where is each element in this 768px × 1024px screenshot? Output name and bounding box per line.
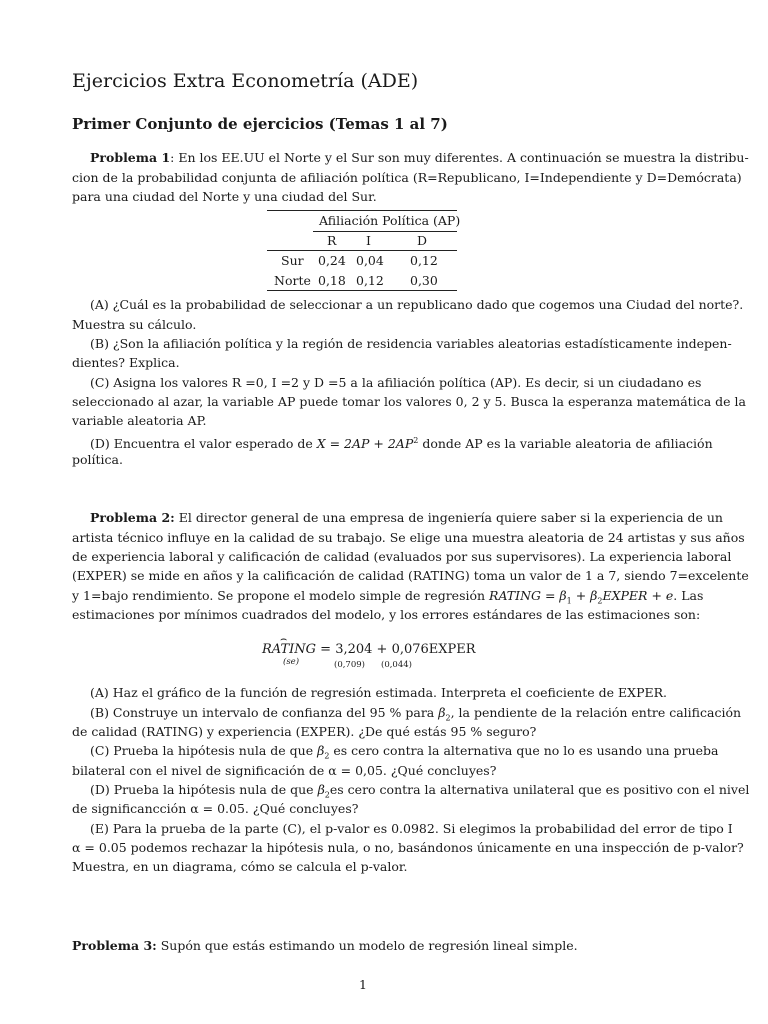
p2-model-line: y 1=bajo rendimiento. Se propone el modelo simple de regresión RATING = $\beta_1$ + $\beta_2EXPER + e$. Las	[72, 588, 704, 606]
p2-intro-line: (EXPER) se mide en años y la calificación de calidad (RATING) toma un valor de 1 a 7, siendo 7=excelente	[72, 568, 749, 583]
section-heading: Primer Conjunto de ejercicios (Temas 1 al 7)	[72, 115, 448, 133]
equation-se-1: (0,709)	[334, 660, 365, 670]
regression-equation	[262, 632, 476, 657]
p2-q-line: (E) Para la prueba de la parte (C), el p-valor es 0.0982. Si elegimos la probabilidad del error de tipo I	[90, 821, 733, 836]
table-col-i: I	[366, 233, 371, 248]
equation-se-2: (0,044)	[381, 660, 412, 670]
table-group-header: Afiliación Política (AP)	[319, 213, 461, 228]
p2-q-line: (A) Haz el gráfico de la función de regresión estimada. Interpreta el coeficiente de EXPER.	[90, 685, 667, 700]
table-header-rule	[267, 250, 457, 251]
equation-rhs: = 3,204 + 0,076EXPER	[320, 642, 476, 657]
p1-q-line: dientes? Explica.	[72, 355, 180, 370]
table-row-label: Norte	[274, 273, 311, 288]
table-cell: 0,04	[356, 253, 384, 268]
p2-intro-line: estimaciones por mínimos cuadrados del modelo, y los errores estándares de las estimaciones son:	[72, 607, 701, 622]
p1-q-line: variable aleatoria AP.	[72, 413, 207, 428]
p2-label: Problema 2:	[90, 510, 175, 525]
p1-qd-line: (D) Encuentra el valor esperado de $X = 2AP + 2AP^2$ donde AP es la variable aleatoria de afiliación	[90, 436, 713, 452]
table-col-r: R	[327, 233, 337, 248]
p2-q-line: bilateral con el nivel de significación de α = 0,05. ¿Qué concluyes?	[72, 763, 497, 778]
p2-intro-line: Problema 2: El director general de una empresa de ingeniería quiere saber si la experiencia de un	[90, 510, 723, 525]
p1-q-line: Muestra su cálculo.	[72, 317, 197, 332]
p2-q-line: (B) Construye un intervalo de confianza del 95 % para $\beta_2$, la pendiente de la relación entre calificación	[90, 705, 742, 723]
table-top-rule	[267, 210, 457, 211]
p3-line: Problema 3: Supón que estás estimando un modelo de regresión lineal simple.	[72, 938, 578, 953]
equation-lhs: RATING ⌢	[262, 632, 317, 657]
p2-intro-line: de experiencia laboral y calificación de calidad (evaluados por sus supervisores). La experiencia laboral	[72, 549, 732, 564]
p2-q-line: α = 0.05 podemos rechazar la hipótesis nula, o no, basándonos únicamente en una inspección de p-valor?	[72, 840, 744, 855]
equation-se-label: (se)	[283, 657, 300, 667]
p2-q-line: Muestra, en un diagrama, cómo se calcula el p-valor.	[72, 859, 408, 874]
p1-intro-line-1: Problema 1: En los EE.UU el Norte y el Sur son muy diferentes. A continuación se muestra la distribu-	[90, 150, 749, 165]
p1-intro-line-2: cion de la probabilidad conjunta de afiliación política (R=Republicano, I=Independiente y D=Demócrata)	[72, 170, 742, 185]
table-cell: 0,18	[318, 273, 346, 288]
p1-q-line: (C) Asigna los valores R =0, I =2 y D =5 a la afiliación política (AP). Es decir, si un ciudadano es	[90, 375, 702, 390]
table-bottom-rule	[267, 290, 457, 291]
p2-q-line: (C) Prueba la hipótesis nula de que $\beta_2$ es cero contra la alternativa que no lo es usando una prueba	[90, 743, 719, 761]
page-number: 1	[359, 977, 367, 992]
p1-q-line: (B) ¿Son la afiliación política y la región de residencia variables aleatorias estadísticamente indepen-	[90, 336, 732, 351]
p2-intro-line: artista técnico influye en la calidad de su trabajo. Se elige una muestra aleatoria de 24 artistas y sus años	[72, 530, 745, 545]
table-row-label: Sur	[281, 253, 304, 268]
p2-q-line: de calidad (RATING) y experiencia (EXPER). ¿De qué estás 95 % seguro?	[72, 724, 537, 739]
p2-q-line: de significancción α = 0.05. ¿Qué concluyes?	[72, 801, 359, 816]
p3-label: Problema 3:	[72, 938, 157, 953]
table-mid-rule	[313, 231, 457, 232]
p1-label: Problema 1	[90, 150, 171, 165]
table-cell: 0,12	[356, 273, 384, 288]
page-title: Ejercicios Extra Econometría (ADE)	[72, 70, 419, 92]
p1-intro-line-3: para una ciudad del Norte y una ciudad del Sur.	[72, 189, 377, 204]
table-cell: 0,30	[410, 273, 438, 288]
table-cell: 0,24	[318, 253, 346, 268]
p1-q-line: (A) ¿Cuál es la probabilidad de seleccionar a un republicano dado que cogemos una Ciudad del norte?.	[90, 297, 744, 312]
table-cell: 0,12	[410, 253, 438, 268]
p1-q-line: política.	[72, 452, 123, 467]
p2-q-line: (D) Prueba la hipótesis nula de que $\beta_2es$ cero contra la alternativa unilateral que es positivo con el nivel	[90, 782, 750, 800]
table-col-d: D	[417, 233, 428, 248]
p1-q-line: seleccionado al azar, la variable AP puede tomar los valores 0, 2 y 5. Busca la esperanza matemática de la	[72, 394, 746, 409]
